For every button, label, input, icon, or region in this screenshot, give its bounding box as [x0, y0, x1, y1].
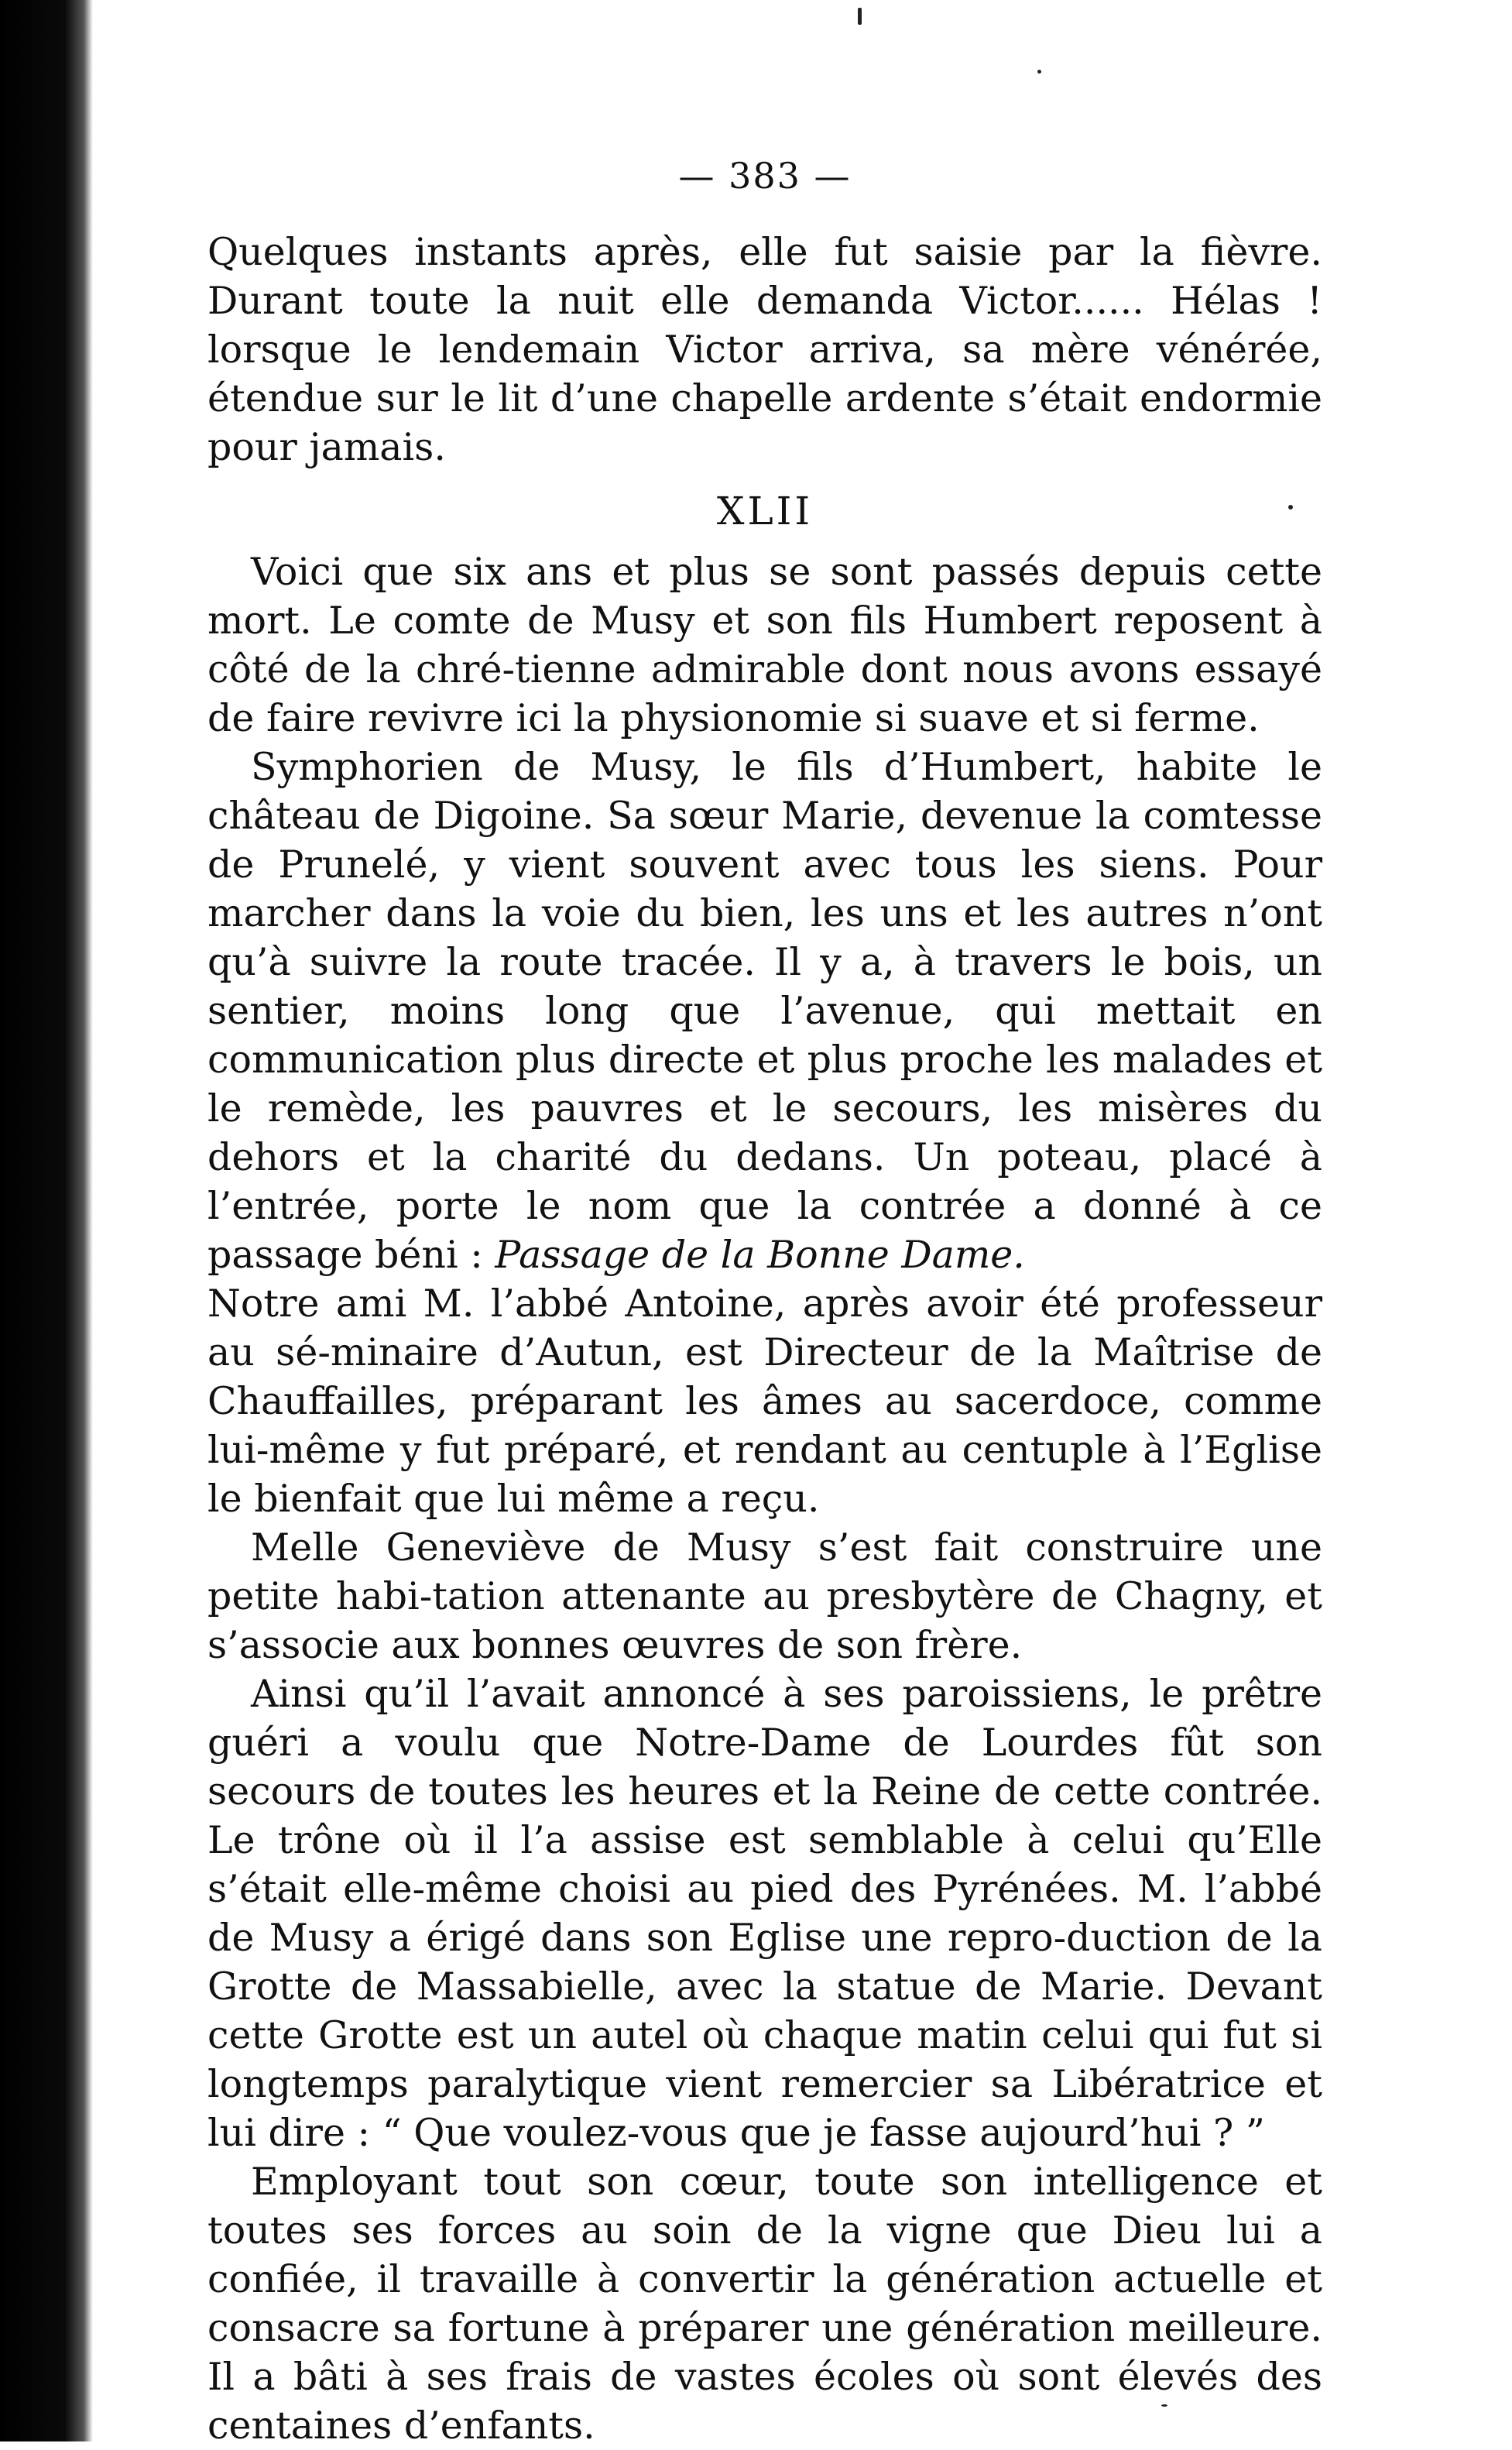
paragraph-2 — [207, 743, 1322, 1279]
passage-name: Passage de la Bonne Dame. — [495, 1233, 1025, 1277]
paragraph-opening: Quelques instants après, elle fut saisie par la fièvre. Durant toute la nuit elle demanda Victor...... Hélas ! lorsque le lendemain Victor arriva, sa mère vénérée, étendue sur le lit d’une chapelle ardente s’était endormie pour jamais. — [207, 230, 1322, 469]
body-text — [207, 228, 1322, 2450]
paragraph-6: Employant tout son cœur, toute son intelligence et toutes ses forces au soin de la vigne que Dieu lui a confiée, il travaille à convertir la génération actuelle et consacre sa fortune à préparer une génération meilleure. Il a bâti à ses frais de vastes écoles où sont élevés des centaines d’enfants. — [207, 2160, 1322, 2448]
paragraph-4: Melle Geneviève de Musy s’est fait construire une petite habi-tation attenante au presbytère de Chagny, et s’associe aux bonnes œuvres de son frère. — [207, 1525, 1322, 1667]
paragraph-1: Voici que six ans et plus se sont passés depuis cette mort. Le comte de Musy et son fils Humbert reposent à côté de la chré-tienne admirable dont nous avons essayé de faire revivre ici la physionomie si suave et si ferme. — [207, 550, 1322, 740]
paragraph-3: Notre ami M. l’abbé Antoine, après avoir été professeur au sé-minaire d’Autun, est Directeur de la Maîtrise de Chauffailles, préparant les âmes au sacerdoce, comme lui-même y fut préparé, et rendant au centuple à l’Eglise le bienfait que lui même a reçu. — [207, 1282, 1322, 1521]
scan-speck — [858, 8, 862, 25]
scan-speck — [1161, 2404, 1167, 2407]
section-heading: XLII — [716, 489, 814, 534]
scan-speck — [1288, 505, 1293, 510]
paragraph-5: Ainsi qu’il l’avait annoncé à ses paroissiens, le prêtre guéri a voulu que Notre-Dame de Lourdes fût son secours de toutes les heures et la Reine de cette contrée. Le trône où il l’a assise est semblable à celui qu’Elle s’était elle-même choisi au pied des Pyrénées. M. l’abbé de Musy a érigé dans son Eglise une repro-duction de la Grotte de Massabielle, avec la statue de Marie. Devant cette Grotte est un autel où chaque matin celui qui fut si longtemps paralytique vient remercier sa Libératrice et lui dire : “ Que voulez-vous que je fasse aujourd’hui ? ” — [207, 1672, 1322, 2155]
scan-speck — [1037, 70, 1041, 74]
paragraph-2-text: Symphorien de Musy, le fils d’Humbert, habite le château de Digoine. Sa sœur Marie, devenue la comtesse de Prunelé, y vient souvent avec tous les siens. Pour marcher dans la voie du bien, les uns et les autres n’ont qu’à suivre la route tracée. Il y a, à travers le bois, un sentier, moins long que l’avenue, qui mettait en communication plus directe et plus proche les malades et le remède, les pauvres et le secours, les misères du dehors et la charité du dedans. Un poteau, placé à l’entrée, porte le nom que la contrée a donné à ce passage béni : — [207, 745, 1322, 1277]
page-binding-edge — [0, 0, 93, 2441]
page-number: — 383 — — [678, 155, 852, 197]
book-page — [207, 155, 1322, 2450]
